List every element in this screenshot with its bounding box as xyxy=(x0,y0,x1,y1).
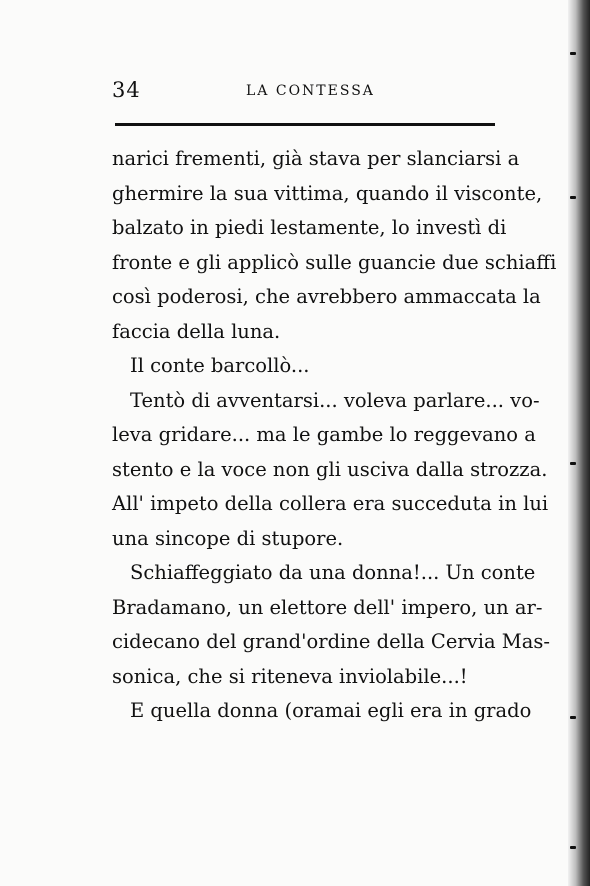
text-line: Tentò di avventarsi... voleva parlare... vo- xyxy=(130,388,540,412)
text-line: All' impeto della collera era succeduta in lui xyxy=(112,492,549,515)
page-header xyxy=(106,78,498,104)
text-line: una sincope di stupore. xyxy=(112,526,344,550)
text-line: così poderosi, che avrebbero ammaccata la xyxy=(112,285,541,308)
text-line: sonica, che si riteneva inviolabile...! xyxy=(112,664,468,688)
text-line: Bradamano, un elettore dell' impero, un ar- xyxy=(112,595,543,619)
body-text xyxy=(112,142,557,729)
text-line: Schiaffeggiato da una donna!... Un conte xyxy=(130,561,536,584)
text-line: leva gridare... ma le gambe lo reggevano a xyxy=(112,423,536,446)
edge-blemish xyxy=(570,196,576,199)
text-line: fronte e gli applicò sulle guancie due schiaffi xyxy=(112,250,557,274)
text-line: E quella donna (oramai egli era in grado xyxy=(130,699,532,722)
text-line: narici frementi, già stava per slanciarsi a xyxy=(112,147,520,170)
edge-blemish xyxy=(570,52,576,55)
text-line: faccia della luna. xyxy=(112,319,281,343)
running-title: LA CONTESSA xyxy=(246,83,375,99)
text-line: balzato in piedi lestamente, lo investì di xyxy=(112,216,507,239)
text-line: ghermire la sua vittima, quando il visconte, xyxy=(112,181,543,205)
text-line: Il conte barcollò... xyxy=(130,354,310,377)
edge-blemish xyxy=(570,716,576,719)
paragraph xyxy=(112,349,500,384)
paragraph xyxy=(112,384,549,557)
header-rule xyxy=(115,123,495,126)
paragraph xyxy=(112,694,532,729)
text-line: stento e la voce non gli usciva dalla strozza. xyxy=(112,457,548,481)
paragraph xyxy=(112,556,550,694)
edge-blemish xyxy=(570,462,576,465)
edge-blemish xyxy=(570,846,576,849)
paragraph xyxy=(112,142,557,349)
scanned-page-edge xyxy=(568,0,590,886)
page-number: 34 xyxy=(112,78,141,102)
text-line: cidecano del grand'ordine della Cervia Mas- xyxy=(112,630,550,653)
